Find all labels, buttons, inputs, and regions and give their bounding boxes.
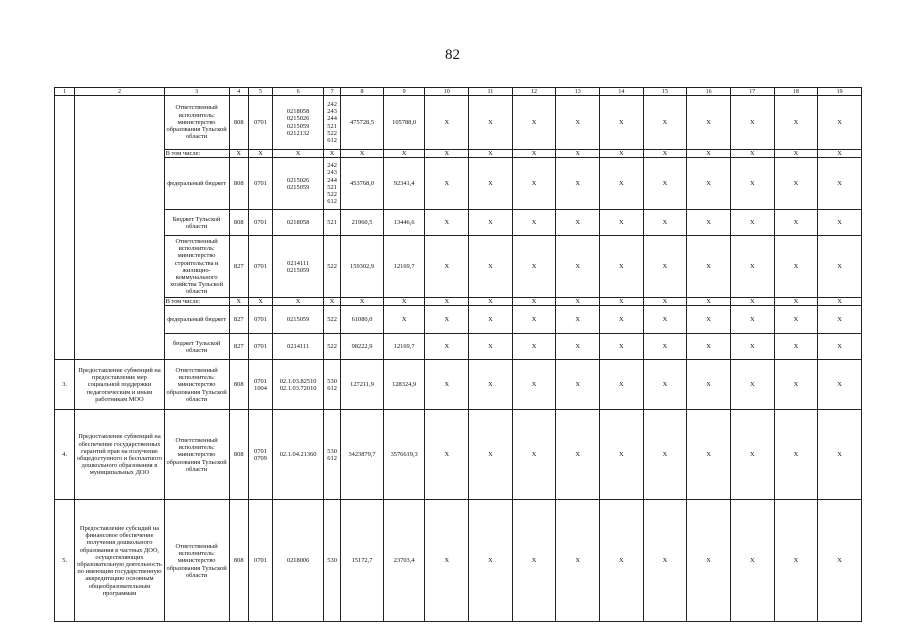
in-total-label: В том числе: (164, 150, 229, 158)
x-mark-cell: X (600, 210, 644, 236)
amount-col8-cell: 127211,9 (341, 360, 384, 410)
x-mark-cell: X (556, 236, 600, 298)
x-mark-cell: X (556, 334, 600, 360)
column-number: 6 (273, 88, 324, 96)
x-mark-cell: X (643, 236, 687, 298)
x-mark-cell: X (687, 306, 731, 334)
column-number: 2 (75, 88, 164, 96)
column-number: 8 (341, 88, 384, 96)
page-number: 82 (445, 47, 460, 63)
x-mark-cell: X (556, 360, 600, 410)
grbs-code-cell: 808 (229, 410, 248, 500)
section-code-cell (248, 306, 272, 334)
x-mark-cell: X (248, 298, 272, 306)
section-code: 0701 (254, 118, 267, 126)
x-mark-cell: X (512, 236, 556, 298)
target-article: 0218058 0215026 0215059 0212132 (286, 108, 310, 137)
x-mark-cell: X (818, 96, 862, 150)
column-number: 15 (643, 88, 687, 96)
grbs-code-cell: 808 (229, 158, 248, 210)
item-description: Предоставление субвенций на предоставление мер социальной поддержки педагогическим и иным работникам МОО (78, 366, 161, 403)
item-description-cell (75, 360, 164, 410)
x-mark-cell: X (469, 236, 513, 298)
expense-type: 522 (327, 316, 337, 324)
x-mark-cell: X (383, 298, 425, 306)
x-mark-cell: X (600, 236, 644, 298)
column-number: 17 (730, 88, 774, 96)
x-mark-cell: X (730, 236, 774, 298)
executor-cell: Ответственный исполнитель: министерство образования Тульской области (164, 410, 229, 500)
x-mark-cell: X (556, 410, 600, 500)
column-number: 10 (425, 88, 469, 96)
target-article: 0218006 (286, 557, 310, 565)
item-number-cell: 3. (55, 360, 75, 410)
x-mark-cell: X (469, 210, 513, 236)
x-mark-cell: X (273, 298, 324, 306)
column-number: 12 (512, 88, 556, 96)
x-mark-cell: X (600, 334, 644, 360)
section-code-cell (248, 236, 272, 298)
x-mark-cell: X (774, 334, 818, 360)
x-mark-cell: X (600, 150, 644, 158)
x-mark-cell: X (730, 334, 774, 360)
x-mark-cell: X (643, 150, 687, 158)
x-mark-cell: X (774, 236, 818, 298)
amount-col8-cell: 159302,9 (341, 236, 384, 298)
amount-col8-cell: 3423879,7 (341, 410, 384, 500)
x-mark-cell: X (643, 410, 687, 500)
x-mark-cell: X (687, 334, 731, 360)
x-mark-cell: X (556, 158, 600, 210)
item-description: Предоставление субвенций на обеспечение государственных гарантий прав на получение общедоступного и бесплатного дошкольного образования в муниципальных ДОО (76, 433, 163, 477)
x-mark-cell: X (512, 334, 556, 360)
column-number: 19 (818, 88, 862, 96)
x-mark-cell: X (643, 334, 687, 360)
column-number-row (55, 88, 862, 96)
x-mark-cell: X (512, 306, 556, 334)
target-article-cell (273, 158, 324, 210)
expense-type-cell (323, 158, 340, 210)
x-mark-cell: X (273, 150, 324, 158)
section-code: 0701 (254, 263, 267, 271)
section-code-cell (248, 500, 272, 622)
expense-type-cell (323, 96, 340, 150)
expense-type-cell (323, 210, 340, 236)
x-mark-cell: X (469, 158, 513, 210)
target-article-cell (273, 96, 324, 150)
column-number: 4 (229, 88, 248, 96)
x-mark-cell: X (818, 236, 862, 298)
x-mark-cell: X (425, 158, 469, 210)
executor-cell: федеральный бюджет (164, 158, 229, 210)
executor-cell: Бюджет Тульской области (164, 210, 229, 236)
amount-col9-cell: 105788,0 (383, 96, 425, 150)
x-mark-cell: X (425, 360, 469, 410)
section-code-cell (248, 360, 272, 410)
x-mark-cell: X (774, 210, 818, 236)
x-mark-cell: X (600, 96, 644, 150)
amount-col8-cell: 15172,7 (341, 500, 384, 622)
target-article-cell (273, 360, 324, 410)
table-row (55, 96, 862, 150)
target-article: 0214111 (287, 343, 310, 351)
x-mark-cell: X (730, 158, 774, 210)
x-mark-cell: X (600, 306, 644, 334)
x-mark-cell: X (687, 410, 731, 500)
x-mark-cell: X (383, 150, 425, 158)
amount-col8-cell: 98222,9 (341, 334, 384, 360)
table-row (55, 360, 862, 410)
executor-cell: бюджет Тульской области (164, 334, 229, 360)
column-number: 11 (469, 88, 513, 96)
x-mark-cell: X (556, 306, 600, 334)
column-number: 1 (55, 88, 75, 96)
grbs-code-cell: 808 (229, 360, 248, 410)
x-mark-cell: X (774, 410, 818, 500)
x-mark-cell: X (469, 96, 513, 150)
x-mark-cell: X (643, 500, 687, 622)
table-row (55, 306, 862, 334)
x-mark-cell: X (469, 306, 513, 334)
x-mark-cell: X (774, 500, 818, 622)
column-number: 9 (383, 88, 425, 96)
amount-col8-cell: 21960,5 (341, 210, 384, 236)
expense-type-cell (323, 360, 340, 410)
section-code-cell (248, 410, 272, 500)
expense-type: 522 (327, 343, 337, 351)
x-mark-cell: X (425, 334, 469, 360)
x-mark-cell: X (323, 150, 340, 158)
amount-col8-cell: 475728,5 (341, 96, 384, 150)
x-mark-cell: X (730, 306, 774, 334)
section-code: 0701 (254, 219, 267, 227)
x-mark-cell: X (818, 334, 862, 360)
column-number: 5 (248, 88, 272, 96)
x-mark-cell: X (425, 96, 469, 150)
x-mark-cell: X (425, 306, 469, 334)
target-article-cell (273, 306, 324, 334)
table-row (55, 500, 862, 622)
x-mark-cell: X (774, 360, 818, 410)
executor-cell: Ответственный исполнитель: министерство образования Тульской области (164, 500, 229, 622)
in-total-row (55, 298, 862, 306)
x-mark-cell: X (818, 410, 862, 500)
x-mark-cell: X (512, 298, 556, 306)
amount-col9-cell: 128324,9 (383, 360, 425, 410)
x-mark-cell: X (730, 298, 774, 306)
expense-type-cell (323, 500, 340, 622)
column-number: 3 (164, 88, 229, 96)
x-mark-cell: X (556, 210, 600, 236)
item-description-cell (75, 410, 164, 500)
x-mark-cell: X (425, 150, 469, 158)
grbs-code-cell: 808 (229, 96, 248, 150)
executor-cell: федеральный бюджет (164, 306, 229, 334)
x-mark-cell: X (512, 410, 556, 500)
target-article: 0218058 (286, 219, 310, 227)
x-mark-cell: X (643, 306, 687, 334)
section-code: 0701 (254, 343, 267, 351)
grbs-code-cell: 808 (229, 210, 248, 236)
x-mark-cell: X (556, 96, 600, 150)
expense-type: 530 612 (327, 377, 337, 392)
expense-type: 242 243 244 521 522 612 (327, 162, 337, 206)
x-mark-cell: X (774, 306, 818, 334)
x-mark-cell: X (469, 150, 513, 158)
amount-col8-cell: 453768,0 (341, 158, 384, 210)
x-mark-cell: X (469, 360, 513, 410)
amount-col9-cell: 13446,6 (383, 210, 425, 236)
x-mark-cell: X (600, 500, 644, 622)
budget-table (54, 87, 862, 622)
section-code-cell (248, 96, 272, 150)
expense-type: 530 (327, 557, 337, 565)
executor-cell: Ответственный исполнитель: министерство строительства и жилищно-коммунального хозяйства Тульской области (164, 236, 229, 298)
expense-type: 522 (327, 263, 337, 271)
x-mark-cell: X (774, 96, 818, 150)
amount-col9-cell: 23703,4 (383, 500, 425, 622)
x-mark-cell: X (730, 410, 774, 500)
expense-type-cell (323, 306, 340, 334)
x-mark-cell: X (512, 150, 556, 158)
x-mark-cell: X (425, 236, 469, 298)
x-mark-cell: X (687, 500, 731, 622)
target-article: 0214111 0215059 (286, 259, 310, 274)
target-article: 0215059 (286, 316, 310, 324)
item-description: Предоставление субсидий на финансовое обеспечение получения дошкольного образования в частных ДОО, осуществляющих образовательную деятельность по имеющим государственную аккредитацию основным общеобразовательным программам (77, 524, 162, 597)
amount-col9-cell: 3576619,3 (383, 410, 425, 500)
x-mark-cell: X (600, 410, 644, 500)
section-code-cell (248, 210, 272, 236)
x-mark-cell: X (512, 500, 556, 622)
target-article-cell (273, 210, 324, 236)
x-mark-cell: X (469, 410, 513, 500)
expense-type: 521 (327, 219, 337, 227)
column-number: 18 (774, 88, 818, 96)
item-number-cell: 4. (55, 410, 75, 500)
x-mark-cell: X (643, 360, 687, 410)
x-mark-cell: X (469, 334, 513, 360)
x-mark-cell: X (774, 298, 818, 306)
column-number: 7 (323, 88, 340, 96)
x-mark-cell: X (730, 96, 774, 150)
x-mark-cell: X (687, 236, 731, 298)
x-mark-cell: X (556, 150, 600, 158)
grbs-code-cell: 827 (229, 306, 248, 334)
item-description-cell (75, 96, 164, 360)
x-mark-cell: X (687, 150, 731, 158)
x-mark-cell: X (818, 150, 862, 158)
amount-col9-cell: X (383, 306, 425, 334)
x-mark-cell: X (600, 360, 644, 410)
section-code: 0701 (254, 557, 267, 565)
x-mark-cell: X (425, 298, 469, 306)
x-mark-cell: X (248, 150, 272, 158)
x-mark-cell: X (818, 158, 862, 210)
x-mark-cell: X (687, 158, 731, 210)
section-code: 0701 (254, 316, 267, 324)
column-number: 14 (600, 88, 644, 96)
section-code: 0701 (254, 180, 267, 188)
x-mark-cell: X (512, 360, 556, 410)
x-mark-cell: X (643, 298, 687, 306)
item-number-cell: 5. (55, 500, 75, 622)
x-mark-cell: X (469, 500, 513, 622)
amount-col9-cell: 92341,4 (383, 158, 425, 210)
table-row (55, 210, 862, 236)
table-row (55, 334, 862, 360)
executor-cell: Ответственный исполнитель: министерство образования Тульской области (164, 360, 229, 410)
x-mark-cell: X (687, 96, 731, 150)
target-article: 02.1.04.21360 (279, 451, 317, 459)
target-article-cell (273, 334, 324, 360)
x-mark-cell: X (512, 158, 556, 210)
x-mark-cell: X (425, 410, 469, 500)
x-mark-cell: X (730, 210, 774, 236)
item-number-cell (55, 96, 75, 360)
grbs-code-cell: 808 (229, 500, 248, 622)
grbs-code-cell: 827 (229, 236, 248, 298)
x-mark-cell: X (556, 500, 600, 622)
x-mark-cell: X (323, 298, 340, 306)
x-mark-cell: X (818, 500, 862, 622)
x-mark-cell: X (425, 500, 469, 622)
column-number: 16 (687, 88, 731, 96)
x-mark-cell: X (600, 158, 644, 210)
target-article-cell (273, 410, 324, 500)
expense-type-cell (323, 236, 340, 298)
table-row (55, 158, 862, 210)
expense-type: 530 612 (327, 447, 337, 462)
section-code-cell (248, 158, 272, 210)
table-row (55, 410, 862, 500)
column-number: 13 (556, 88, 600, 96)
amount-col8-cell: 61080,0 (341, 306, 384, 334)
x-mark-cell: X (818, 298, 862, 306)
table-row (55, 236, 862, 298)
x-mark-cell: X (774, 150, 818, 158)
expense-type-cell (323, 410, 340, 500)
x-mark-cell: X (512, 96, 556, 150)
item-description-cell (75, 500, 164, 622)
target-article: 0215026 0215059 (286, 176, 310, 191)
x-mark-cell: X (341, 298, 384, 306)
x-mark-cell: X (643, 158, 687, 210)
x-mark-cell: X (774, 158, 818, 210)
section-code: 0701 0709 (254, 447, 267, 462)
x-mark-cell: X (229, 150, 248, 158)
x-mark-cell: X (818, 360, 862, 410)
x-mark-cell: X (643, 96, 687, 150)
expense-type: 242 243 244 521 522 612 (327, 100, 337, 144)
section-code: 0701 1004 (254, 377, 267, 392)
x-mark-cell: X (687, 360, 731, 410)
x-mark-cell: X (730, 150, 774, 158)
in-total-row (55, 150, 862, 158)
amount-col9-cell: 12169,7 (383, 334, 425, 360)
x-mark-cell: X (730, 500, 774, 622)
x-mark-cell: X (687, 210, 731, 236)
x-mark-cell: X (818, 210, 862, 236)
target-article: 02.1.03.82510 02.1.03.72010 (279, 377, 317, 392)
x-mark-cell: X (600, 298, 644, 306)
expense-type-cell (323, 334, 340, 360)
x-mark-cell: X (643, 210, 687, 236)
x-mark-cell: X (425, 210, 469, 236)
x-mark-cell: X (730, 360, 774, 410)
x-mark-cell: X (341, 150, 384, 158)
x-mark-cell: X (556, 298, 600, 306)
section-code-cell (248, 334, 272, 360)
executor-cell: Ответственный исполнитель: министерство образования Тульской области (164, 96, 229, 150)
x-mark-cell: X (818, 306, 862, 334)
grbs-code-cell: 827 (229, 334, 248, 360)
x-mark-cell: X (469, 298, 513, 306)
x-mark-cell: X (512, 210, 556, 236)
x-mark-cell: X (229, 298, 248, 306)
target-article-cell (273, 500, 324, 622)
amount-col9-cell: 12169,7 (383, 236, 425, 298)
x-mark-cell: X (687, 298, 731, 306)
in-total-label: В том числе: (164, 298, 229, 306)
target-article-cell (273, 236, 324, 298)
